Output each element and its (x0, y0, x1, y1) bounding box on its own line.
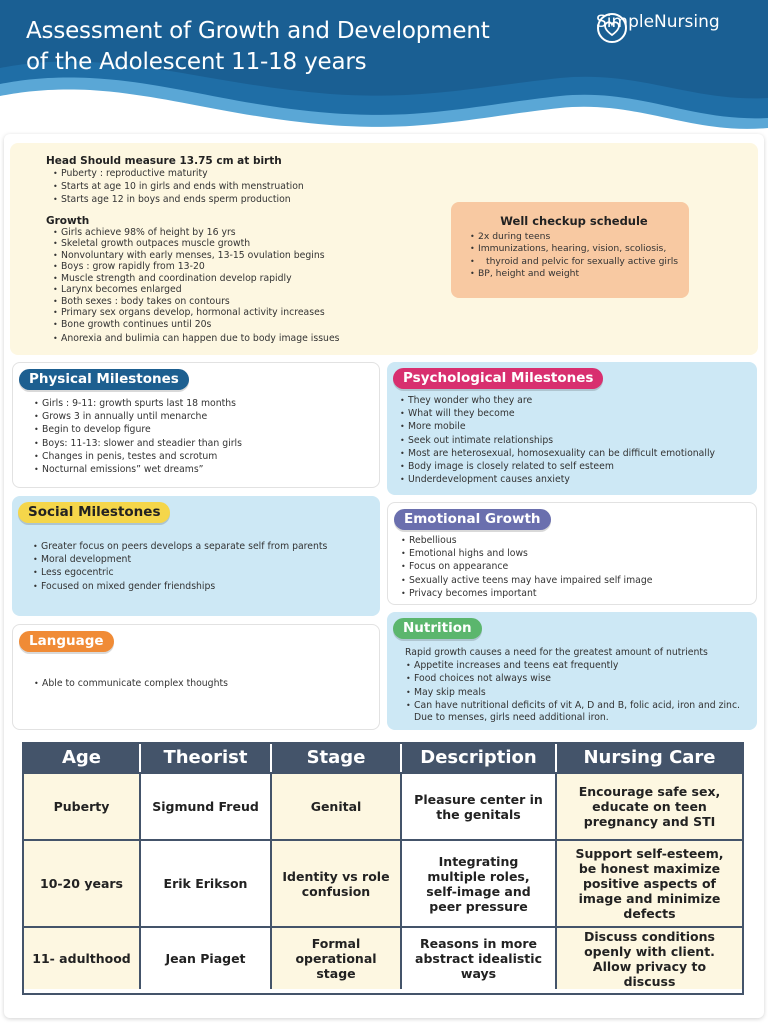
list-item: • Rebellious (400, 534, 756, 547)
well-checkup-list (469, 231, 679, 281)
list-item: • Body image is closely related to self esteem (399, 460, 757, 473)
theorist-table (22, 742, 744, 995)
table-row (24, 926, 742, 989)
list-item-text: thyroid and pelvic for sexually active girls (486, 255, 679, 267)
list-item: • Nocturnal emissions” wet dreams” (33, 463, 379, 476)
list-item: • Sexually active teens may have impaired self image (400, 574, 756, 587)
list-item: • Moral development (32, 553, 380, 566)
language-panel (12, 624, 380, 730)
nutrition-title: Nutrition (393, 618, 482, 639)
table-cell-age: 10-20 years (24, 841, 141, 926)
list-item: • More mobile (399, 420, 757, 433)
social-list (32, 540, 380, 593)
list-item-continued (469, 256, 679, 268)
physical-panel (12, 362, 380, 488)
list-item: • Boys: 11-13: slower and steadier than girls (33, 437, 379, 450)
physical-title: Physical Milestones (19, 369, 189, 390)
list-item: • Able to communicate complex thoughts (33, 677, 379, 690)
list-item: • Can have nutritional deficits of vit A, D and B, folic acid, iron and zinc. (405, 699, 757, 712)
physical-list (33, 397, 379, 476)
psychological-list (399, 394, 757, 486)
list-item: • Starts age 12 in boys and ends sperm production (52, 193, 758, 206)
head-list (52, 167, 758, 207)
column-header-stage: Stage (272, 744, 402, 772)
table-cell-theorist: Sigmund Freud (141, 774, 272, 839)
table-row (24, 772, 742, 839)
language-title: Language (19, 631, 114, 652)
list-item: • Muscle strength and coordination develop rapidly (52, 273, 758, 285)
language-list (33, 677, 379, 690)
list-item: • Grows 3 in annually until menarche (33, 410, 379, 423)
header-banner (0, 0, 768, 140)
list-item: • 2x during teens (469, 231, 679, 243)
nutrition-panel (387, 612, 757, 730)
list-item: • Boys : grow rapidly from 13-20 (52, 261, 758, 273)
brand (596, 12, 720, 32)
list-item: • Both sexes : body takes on contours (52, 296, 758, 308)
table-cell-nursing-care: Discuss conditions openly with client. Allow privacy to discuss (557, 928, 742, 989)
column-header-theorist: Theorist (141, 744, 272, 772)
table-cell-age: Puberty (24, 774, 141, 839)
table-cell-description: Integrating multiple roles, self-image and peer pressure (402, 841, 557, 926)
social-title: Social Milestones (18, 502, 170, 523)
column-header-age: Age (24, 744, 141, 772)
psychological-panel (387, 362, 757, 495)
emotional-panel (387, 502, 757, 605)
list-item: • Changes in penis, testes and scrotum (33, 450, 379, 463)
emotional-list (400, 534, 756, 600)
column-header-description: Description (402, 744, 557, 772)
list-item: • Girls : 9-11: growth spurts last 18 months (33, 397, 379, 410)
list-item: • Nonvoluntary with early menses, 13-15 ovulation begins (52, 250, 758, 262)
table-cell-stage: Formal operational stage (272, 928, 402, 989)
list-item: • Primary sex organs develop, hormonal activity increases (52, 307, 758, 319)
list-item: • Larynx becomes enlarged (52, 284, 758, 296)
list-item: • Privacy becomes important (400, 587, 756, 600)
well-checkup-title: Well checkup schedule (500, 214, 648, 228)
list-item: • Bone growth continues until 20s (52, 319, 758, 331)
list-item: • Anorexia and bulimia can happen due to body image issues (52, 333, 758, 345)
growth-heading: Growth (46, 214, 90, 227)
list-item: • Focus on appearance (400, 560, 756, 573)
list-item: • Seek out intimate relationships (399, 434, 757, 447)
table-cell-stage: Identity vs role confusion (272, 841, 402, 926)
list-item: • BP, height and weight (469, 268, 679, 280)
page-title (26, 16, 586, 78)
list-item: • Appetite increases and teens eat frequently (405, 659, 757, 672)
table-cell-description: Reasons in more abstract idealistic ways (402, 928, 557, 989)
table-cell-description: Pleasure center in the genitals (402, 774, 557, 839)
list-item: • Skeletal growth outpaces muscle growth (52, 238, 758, 250)
list-item: • Focused on mixed gender friendships (32, 580, 380, 593)
head-heading: Head Should measure 13.75 cm at birth (46, 155, 282, 167)
nutrition-list (405, 659, 757, 712)
nutrition-note: Due to menses, girls need additional iron. (414, 712, 609, 724)
table-cell-age: 11- adulthood (24, 928, 141, 989)
list-item: • Less egocentric (32, 566, 380, 579)
title-line-2: of the Adolescent 11-18 years (26, 49, 367, 75)
table-cell-stage: Genital (272, 774, 402, 839)
table-row (24, 839, 742, 926)
table-cell-theorist: Erik Erikson (141, 841, 272, 926)
list-item: • Begin to develop figure (33, 423, 379, 436)
list-item: • May skip meals (405, 686, 757, 699)
table-cell-theorist: Jean Piaget (141, 928, 272, 989)
list-item: • Emotional highs and lows (400, 547, 756, 560)
list-item: • Puberty : reproductive maturity (52, 167, 758, 180)
list-item: • Underdevelopment causes anxiety (399, 473, 757, 486)
psychological-title: Psychological Milestones (393, 368, 603, 389)
list-item: • Most are heterosexual, homosexuality can be difficult emotionally (399, 447, 757, 460)
list-item: • Girls achieve 98% of height by 16 yrs (52, 227, 758, 239)
list-item: • What will they become (399, 407, 757, 420)
title-line-1: Assessment of Growth and Development (26, 18, 490, 44)
list-item: • Immunizations, hearing, vision, scoliosis, (469, 243, 679, 255)
list-item: • Food choices not always wise (405, 672, 757, 685)
table-cell-nursing-care: Encourage safe sex, educate on teen pregnancy and STI (557, 774, 742, 839)
list-item: • They wonder who they are (399, 394, 757, 407)
brand-name: SimpleNursing (596, 12, 720, 32)
emotional-title: Emotional Growth (394, 509, 551, 530)
list-item: • Starts at age 10 in girls and ends with menstruation (52, 180, 758, 193)
table-header (24, 744, 742, 772)
table-cell-nursing-care: Support self-esteem, be honest maximize positive aspects of image and minimize defects (557, 841, 742, 926)
column-header-nursing-care: Nursing Care (583, 747, 716, 768)
well-checkup-panel (451, 202, 689, 298)
nutrition-intro: Rapid growth causes a need for the greatest amount of nutrients (405, 647, 708, 658)
heart-logo-icon (596, 12, 628, 44)
list-item: • Greater focus on peers develops a separate self from parents (32, 540, 380, 553)
social-panel (12, 496, 380, 616)
